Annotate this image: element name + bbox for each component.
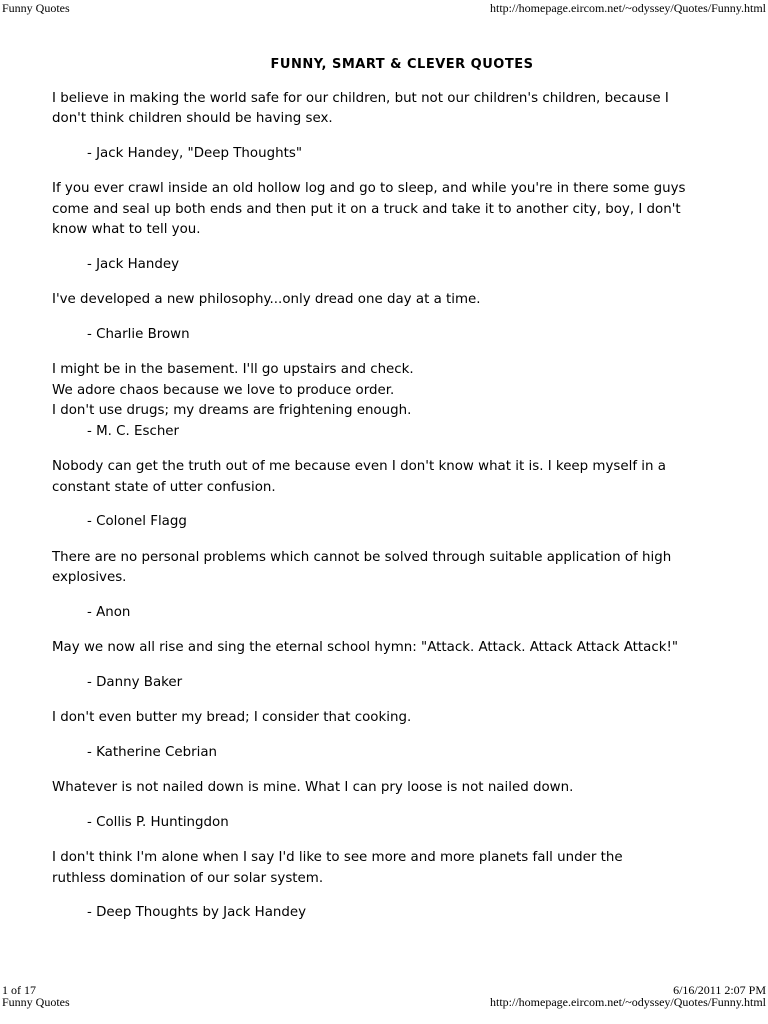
quote-line: Nobody can get the truth out of me because even I don't know what it is. I keep myself in a [52, 459, 666, 474]
header-title: Funny Quotes [2, 1, 70, 15]
quote-line: come and seal up both ends and then put it on a truck and take it to another city, boy, I don't [52, 201, 681, 217]
quote-block [52, 179, 732, 275]
quote-block [52, 708, 732, 763]
quote-block [52, 638, 732, 693]
quote-block [52, 548, 732, 624]
quote-line: I might be in the basement. I'll go upstairs and check. [52, 362, 414, 377]
quote-line: If you ever crawl inside an old hollow log and go to sleep, and while you're in there some guys [52, 181, 686, 196]
quote-line: explosives. [52, 570, 127, 585]
next-header-title: Funny Quotes [2, 995, 70, 1009]
quote-line: I don't use drugs; my dreams are frightening enough. [52, 403, 412, 418]
quote-line: I don't think I'm alone when I say I'd like to see more and more planets fall under the [52, 850, 623, 865]
quote-block [52, 457, 732, 533]
quote-text [52, 179, 732, 241]
quote-line: There are no personal problems which cannot be solved through suitable application of high [52, 549, 672, 565]
page-title: FUNNY, SMART & CLEVER QUOTES [270, 57, 534, 72]
quote-block [52, 89, 732, 165]
quote-text [52, 89, 732, 130]
quote-text [52, 778, 732, 799]
next-header-url[interactable]: http://homepage.eircom.net/~odyssey/Quotes/Funny.html [489, 995, 766, 1009]
document-body [52, 55, 732, 939]
quote-author: - Deep Thoughts by Jack Handey [87, 905, 307, 920]
quote-line: constant state of utter confusion. [52, 479, 276, 495]
quote-author: - Danny Baker [87, 674, 183, 690]
quote-text [52, 457, 732, 498]
quote-text [52, 708, 732, 729]
quote-author: - Charlie Brown [87, 326, 190, 342]
quote-text [52, 638, 732, 659]
quote-line: May we now all rise and sing the eternal school hymn: "Attack. Attack. Attack Attack Attack!" [52, 640, 679, 655]
quote-line: I believe in making the world safe for our children, but not our children's children, because I [52, 90, 669, 106]
quote-text [52, 848, 732, 889]
quote-text [52, 548, 732, 589]
quote-block [52, 290, 732, 345]
quote-block [52, 848, 732, 924]
quote-author: - Jack Handey [87, 256, 180, 272]
quote-text [52, 290, 732, 311]
quote-line: I don't even butter my bread; I consider that cooking. [52, 710, 412, 725]
quote-block [52, 360, 732, 442]
page-number: 1 of 17 [2, 983, 36, 997]
print-datetime: 6/16/2011 2:07 PM [673, 983, 766, 997]
quote-author: - Katherine Cebrian [87, 744, 218, 760]
quote-author: - Jack Handey, "Deep Thoughts" [87, 145, 302, 161]
quote-line: Whatever is not nailed down is mine. What I can pry loose is not nailed down. [52, 780, 574, 795]
quote-author: - M. C. Escher [87, 423, 180, 439]
quote-author: - Collis P. Huntingdon [87, 814, 229, 830]
quote-text [52, 360, 732, 422]
quote-author: - Anon [87, 604, 131, 620]
quote-line: ruthless domination of our solar system. [52, 870, 324, 886]
quote-line: don't think children should be having sex. [52, 111, 333, 126]
quote-author: - Colonel Flagg [87, 514, 187, 529]
quote-line: I've developed a new philosophy...only dread one day at a time. [52, 292, 481, 307]
quote-block [52, 778, 732, 833]
quote-line: We adore chaos because we love to produce order. [52, 382, 395, 398]
quote-line: know what to tell you. [52, 222, 201, 237]
header-url[interactable]: http://homepage.eircom.net/~odyssey/Quotes/Funny.html [489, 1, 766, 15]
